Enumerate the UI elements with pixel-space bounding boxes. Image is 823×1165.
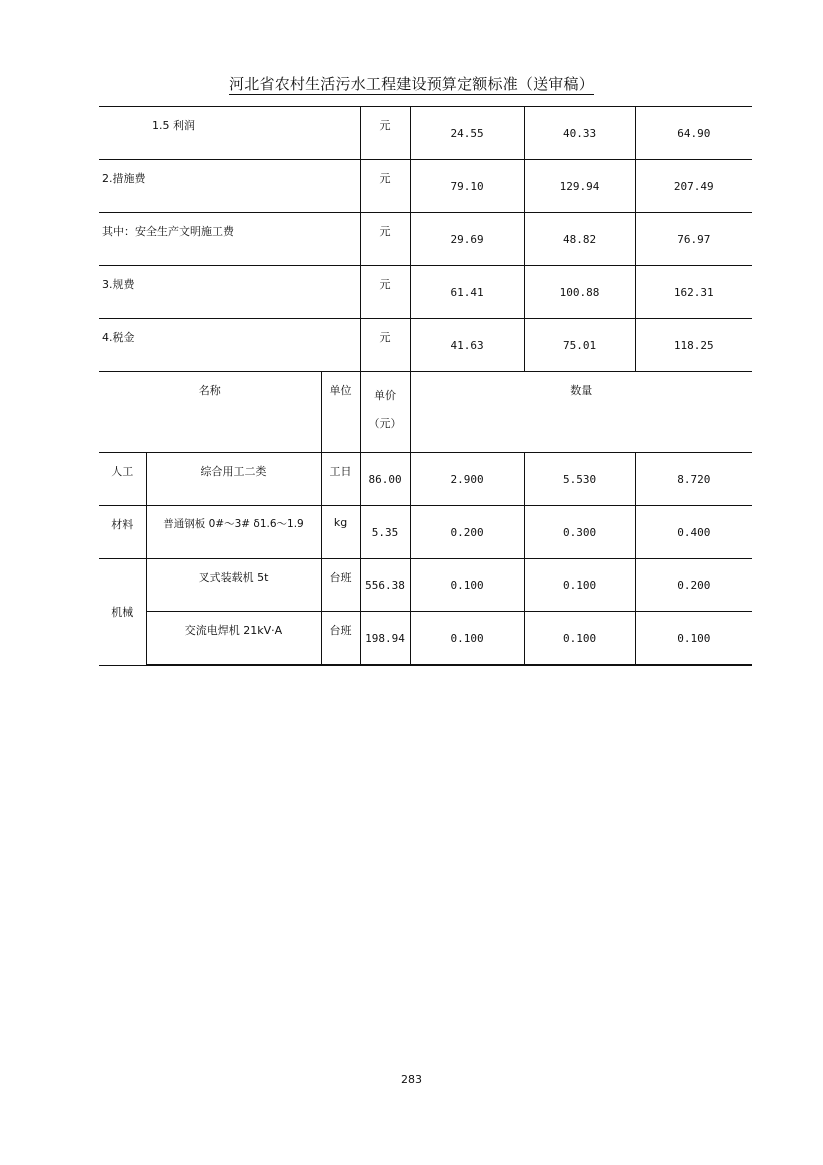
cost-value-1: 24.55	[410, 107, 524, 160]
cost-row-profit	[99, 107, 752, 160]
cost-value-1: 61.41	[410, 266, 524, 319]
header-quantity: 数量	[410, 372, 752, 453]
resource-unit: kg	[321, 506, 360, 559]
cost-label: 2.措施费	[99, 160, 360, 213]
quantity-2: 5.530	[524, 453, 635, 506]
cost-row-tax	[99, 319, 752, 372]
cost-value-1: 79.10	[410, 160, 524, 213]
cost-value-3: 76.97	[635, 213, 752, 266]
quantity-1: 0.100	[410, 559, 524, 612]
cost-value-2: 129.94	[524, 160, 635, 213]
category-machinery: 机械	[99, 559, 146, 666]
cost-value-3: 64.90	[635, 107, 752, 160]
cost-unit: 元	[360, 319, 410, 372]
cost-row-measures	[99, 160, 752, 213]
header-unit: 单位	[321, 372, 360, 453]
cost-label: 4.税金	[99, 319, 360, 372]
cost-row-fees	[99, 266, 752, 319]
quantity-1: 0.200	[410, 506, 524, 559]
quantity-2: 0.100	[524, 612, 635, 666]
quantity-2: 0.300	[524, 506, 635, 559]
cost-label: 其中：安全生产文明施工费	[99, 213, 360, 266]
resource-unit: 台班	[321, 612, 360, 666]
resource-name: 综合用工二类	[146, 453, 321, 506]
cost-value-2: 40.33	[524, 107, 635, 160]
resource-header-row	[99, 372, 752, 453]
cost-unit: 元	[360, 160, 410, 213]
quantity-3: 0.400	[635, 506, 752, 559]
cost-unit: 元	[360, 266, 410, 319]
resource-unit: 台班	[321, 559, 360, 612]
quantity-3: 0.100	[635, 612, 752, 666]
quantity-3: 0.200	[635, 559, 752, 612]
cost-value-1: 29.69	[410, 213, 524, 266]
quantity-2: 0.100	[524, 559, 635, 612]
cost-value-3: 162.31	[635, 266, 752, 319]
quantity-3: 8.720	[635, 453, 752, 506]
resource-row-material	[99, 506, 752, 559]
cost-value-1: 41.63	[410, 319, 524, 372]
category-labor: 人工	[99, 453, 146, 506]
cost-unit: 元	[360, 213, 410, 266]
document-title-text: 河北省农村生活污水工程建设预算定额标准（送审稿）	[229, 75, 594, 93]
cost-value-3: 207.49	[635, 160, 752, 213]
cost-row-safety	[99, 213, 752, 266]
resource-name: 交流电焊机 21kV·A	[146, 612, 321, 666]
resource-row-machinery-1	[99, 559, 752, 612]
resource-name: 叉式装载机 5t	[146, 559, 321, 612]
cost-unit: 元	[360, 107, 410, 160]
header-price-line2: （元）	[368, 417, 402, 430]
resource-row-labor	[99, 453, 752, 506]
resource-price: 556.38	[360, 559, 410, 612]
cost-label: 1.5 利润	[99, 107, 360, 160]
quota-table	[99, 106, 752, 666]
cost-value-2: 48.82	[524, 213, 635, 266]
cost-value-2: 75.01	[524, 319, 635, 372]
cost-label: 3.规费	[99, 266, 360, 319]
quantity-1: 2.900	[410, 453, 524, 506]
resource-price: 5.35	[360, 506, 410, 559]
category-material: 材料	[99, 506, 146, 559]
resource-unit: 工日	[321, 453, 360, 506]
page-number: 283	[401, 1073, 422, 1086]
cost-value-3: 118.25	[635, 319, 752, 372]
resource-name: 普通钢板 0#～3# δ1.6～1.9	[146, 506, 321, 559]
document-title	[0, 73, 823, 94]
resource-price: 86.00	[360, 453, 410, 506]
header-name: 名称	[99, 372, 321, 453]
resource-price: 198.94	[360, 612, 410, 666]
resource-row-machinery-2	[99, 612, 752, 666]
quantity-1: 0.100	[410, 612, 524, 666]
cost-value-2: 100.88	[524, 266, 635, 319]
header-price-line1: 单价	[374, 389, 397, 402]
header-price	[360, 372, 410, 453]
